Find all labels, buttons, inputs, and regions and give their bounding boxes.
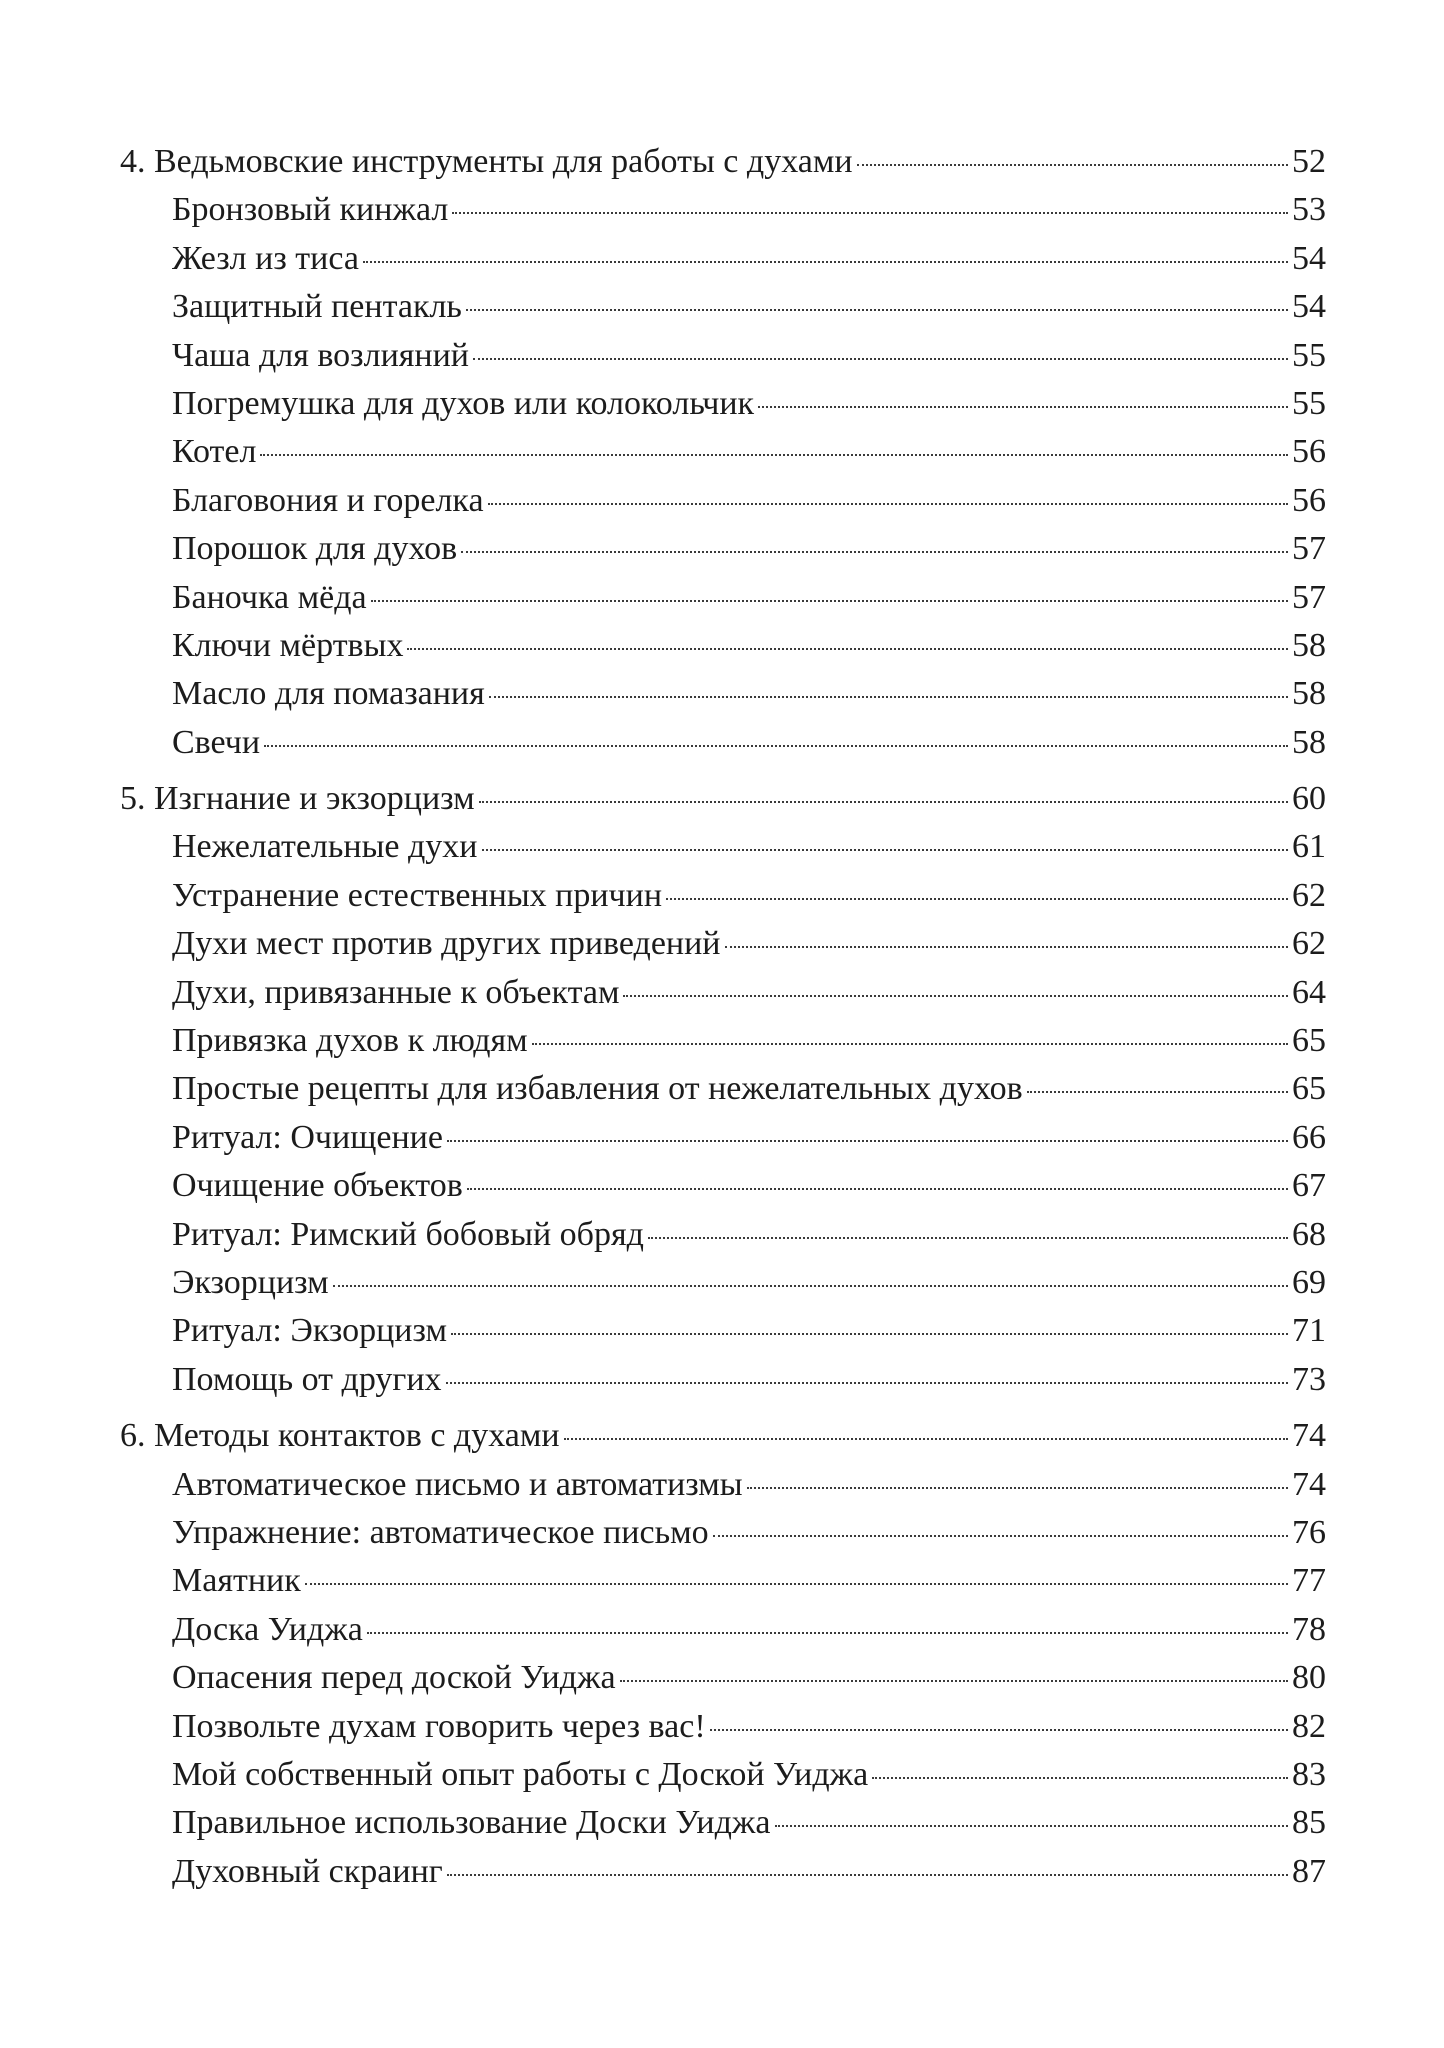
- toc-entry-page-number: 53: [1292, 191, 1326, 229]
- toc-entry[interactable]: [120, 1114, 1326, 1162]
- toc-entry[interactable]: [120, 1606, 1326, 1654]
- toc-entry[interactable]: [120, 235, 1326, 283]
- toc-entry[interactable]: [120, 1461, 1326, 1509]
- toc-chapter[interactable]: [120, 138, 1326, 186]
- toc-entry[interactable]: [120, 1509, 1326, 1557]
- toc-entry-page-number: 87: [1292, 1852, 1326, 1890]
- toc-entry-title: Упражнение: автоматическое письмо: [172, 1513, 709, 1551]
- toc-entry-page-number: 55: [1292, 384, 1326, 422]
- toc-section: [120, 775, 1326, 1404]
- dot-leader: [260, 454, 1288, 456]
- toc-section: [120, 138, 1326, 767]
- table-of-contents: [120, 138, 1326, 1896]
- dot-leader: [482, 849, 1288, 851]
- toc-entry-title: Ритуал: Римский бобовый обряд: [172, 1215, 644, 1253]
- toc-entry[interactable]: [120, 574, 1326, 622]
- dot-leader: [747, 1487, 1288, 1489]
- dot-leader: [407, 648, 1288, 650]
- toc-entry-page-number: 80: [1292, 1659, 1326, 1697]
- toc-entry-page-number: 62: [1292, 876, 1326, 914]
- toc-entry-page-number: 78: [1292, 1610, 1326, 1648]
- toc-entry-page-number: 54: [1292, 239, 1326, 277]
- toc-chapter-page-number: 60: [1292, 780, 1326, 818]
- dot-leader: [872, 1777, 1288, 1779]
- toc-entry-page-number: 68: [1292, 1215, 1326, 1253]
- toc-entry-title: Ритуал: Экзорцизм: [172, 1312, 447, 1350]
- dot-leader: [725, 946, 1289, 948]
- dot-leader: [467, 1188, 1288, 1190]
- toc-entry-page-number: 57: [1292, 578, 1326, 616]
- dot-leader: [473, 358, 1288, 360]
- toc-entry-page-number: 65: [1292, 1070, 1326, 1108]
- toc-entry[interactable]: [120, 283, 1326, 331]
- toc-entry[interactable]: [120, 872, 1326, 920]
- toc-entry-page-number: 61: [1292, 828, 1326, 866]
- dot-leader: [1027, 1091, 1288, 1093]
- toc-entry[interactable]: [120, 1703, 1326, 1751]
- toc-entry-page-number: 56: [1292, 433, 1326, 471]
- dot-leader: [367, 1632, 1288, 1634]
- toc-entry-page-number: 58: [1292, 626, 1326, 664]
- toc-entry-title: Простые рецепты для избавления от нежелательных духов: [172, 1070, 1023, 1108]
- dot-leader: [363, 261, 1288, 263]
- toc-entry-page-number: 57: [1292, 530, 1326, 568]
- toc-entry-page-number: 71: [1292, 1312, 1326, 1350]
- dot-leader: [758, 406, 1288, 408]
- toc-entry[interactable]: [120, 719, 1326, 767]
- toc-entry-title: Духи, привязанные к объектам: [172, 973, 620, 1011]
- toc-entry[interactable]: [120, 1799, 1326, 1847]
- toc-entry-page-number: 74: [1292, 1465, 1326, 1503]
- toc-entry-page-number: 82: [1292, 1707, 1326, 1745]
- toc-entry-page-number: 62: [1292, 925, 1326, 963]
- toc-entry-title: Духи мест против других приведений: [172, 925, 721, 963]
- toc-entry-title: Бронзовый кинжал: [172, 191, 449, 229]
- toc-chapter[interactable]: [120, 1412, 1326, 1460]
- toc-entry-page-number: 77: [1292, 1562, 1326, 1600]
- toc-entry-title: Благовония и горелка: [172, 481, 484, 519]
- toc-entry-title: Порошок для духов: [172, 530, 458, 568]
- dot-leader: [857, 164, 1288, 166]
- dot-leader: [461, 551, 1288, 553]
- toc-entry-title: Привязка духов к людям: [172, 1022, 528, 1060]
- dot-leader: [333, 1285, 1288, 1287]
- toc-entry-page-number: 56: [1292, 481, 1326, 519]
- toc-entry[interactable]: [120, 477, 1326, 525]
- toc-entry-page-number: 58: [1292, 675, 1326, 713]
- toc-entry-title: Защитный пентакль: [172, 288, 462, 326]
- dot-leader: [452, 212, 1288, 214]
- toc-entry-title: Помощь от других: [172, 1360, 442, 1398]
- toc-entry[interactable]: [120, 670, 1326, 718]
- toc-entry-page-number: 58: [1292, 723, 1326, 761]
- dot-leader: [479, 801, 1288, 803]
- dot-leader: [710, 1729, 1288, 1731]
- toc-entry[interactable]: [120, 920, 1326, 968]
- dot-leader: [713, 1535, 1288, 1537]
- toc-entry-title: Позвольте духам говорить через вас!: [172, 1707, 706, 1745]
- toc-entry[interactable]: [120, 186, 1326, 234]
- dot-leader: [447, 1874, 1288, 1876]
- toc-entry-title: Баночка мёда: [172, 578, 367, 616]
- toc-entry-title: Мой собственный опыт работы с Доской Уиджа: [172, 1755, 869, 1793]
- toc-entry-page-number: 85: [1292, 1804, 1326, 1842]
- toc-entry-title: Духовный скраинг: [172, 1852, 443, 1890]
- toc-entry-page-number: 67: [1292, 1167, 1326, 1205]
- toc-entry[interactable]: [120, 1356, 1326, 1404]
- dot-leader: [620, 1680, 1288, 1682]
- toc-entry-page-number: 55: [1292, 336, 1326, 374]
- toc-entry-page-number: 66: [1292, 1118, 1326, 1156]
- toc-entry-title: Очищение объектов: [172, 1167, 463, 1205]
- toc-entry-page-number: 64: [1292, 973, 1326, 1011]
- toc-entry[interactable]: [120, 1065, 1326, 1113]
- toc-entry-title: Погремушка для духов или колокольчик: [172, 384, 755, 422]
- dot-leader: [488, 503, 1288, 505]
- toc-entry-title: Котел: [172, 433, 257, 471]
- toc-entry-title: Экзорцизм: [172, 1263, 329, 1301]
- toc-entry-title: Чаша для возлияний: [172, 336, 470, 374]
- toc-entry[interactable]: [120, 380, 1326, 428]
- toc-entry-title: Нежелательные духи: [172, 828, 478, 866]
- dot-leader: [451, 1333, 1288, 1335]
- dot-leader: [489, 696, 1288, 698]
- toc-entry[interactable]: [120, 823, 1326, 871]
- toc-entry-page-number: 76: [1292, 1513, 1326, 1551]
- toc-entry-title: Масло для помазания: [172, 675, 485, 713]
- toc-entry-title: Ключи мёртвых: [172, 626, 404, 664]
- dot-leader: [623, 995, 1288, 997]
- toc-entry[interactable]: [120, 1654, 1326, 1702]
- toc-entry[interactable]: [120, 1017, 1326, 1065]
- toc-entry-title: Жезл из тиса: [172, 239, 359, 277]
- dot-leader: [305, 1583, 1288, 1585]
- toc-entry[interactable]: [120, 1307, 1326, 1355]
- dot-leader: [666, 898, 1288, 900]
- toc-entry[interactable]: [120, 1259, 1326, 1307]
- toc-chapter-title: 4. Ведьмовские инструменты для работы с духами: [120, 143, 853, 180]
- toc-entry-page-number: 73: [1292, 1360, 1326, 1398]
- toc-entry[interactable]: [120, 525, 1326, 573]
- dot-leader: [371, 600, 1288, 602]
- dot-leader: [466, 309, 1288, 311]
- toc-entry[interactable]: [120, 428, 1326, 476]
- toc-entry-title: Опасения перед доской Уиджа: [172, 1659, 616, 1697]
- toc-entry[interactable]: [120, 969, 1326, 1017]
- toc-entry-title: Ритуал: Очищение: [172, 1118, 443, 1156]
- dot-leader: [532, 1043, 1288, 1045]
- toc-chapter-page-number: 52: [1292, 143, 1326, 180]
- toc-chapter-page-number: 74: [1292, 1417, 1326, 1455]
- dot-leader: [775, 1825, 1289, 1827]
- toc-entry-title: Свечи: [172, 723, 261, 761]
- toc-entry-page-number: 83: [1292, 1755, 1326, 1793]
- toc-entry-title: Автоматическое письмо и автоматизмы: [172, 1465, 743, 1503]
- toc-entry-page-number: 54: [1292, 288, 1326, 326]
- toc-entry[interactable]: [120, 1162, 1326, 1210]
- toc-entry[interactable]: [120, 1557, 1326, 1605]
- toc-entry[interactable]: [120, 1751, 1326, 1799]
- toc-entry-page-number: 65: [1292, 1022, 1326, 1060]
- dot-leader: [447, 1140, 1288, 1142]
- toc-chapter-title: 5. Изгнание и экзорцизм: [120, 780, 475, 818]
- dot-leader: [564, 1438, 1288, 1440]
- dot-leader: [446, 1382, 1288, 1384]
- dot-leader: [264, 745, 1288, 747]
- toc-entry[interactable]: [120, 1211, 1326, 1259]
- toc-entry[interactable]: [120, 1848, 1326, 1896]
- toc-entry[interactable]: [120, 622, 1326, 670]
- toc-chapter[interactable]: [120, 775, 1326, 823]
- toc-entry-title: Маятник: [172, 1562, 301, 1600]
- toc-entry-title: Доска Уиджа: [172, 1610, 363, 1648]
- dot-leader: [648, 1237, 1288, 1239]
- toc-entry-title: Устранение естественных причин: [172, 876, 663, 914]
- toc-entry-page-number: 69: [1292, 1263, 1326, 1301]
- toc-entry-title: Правильное использование Доски Уиджа: [172, 1804, 771, 1842]
- toc-chapter-title: 6. Методы контактов с духами: [120, 1417, 560, 1455]
- toc-section: [120, 1412, 1326, 1896]
- toc-entry[interactable]: [120, 332, 1326, 380]
